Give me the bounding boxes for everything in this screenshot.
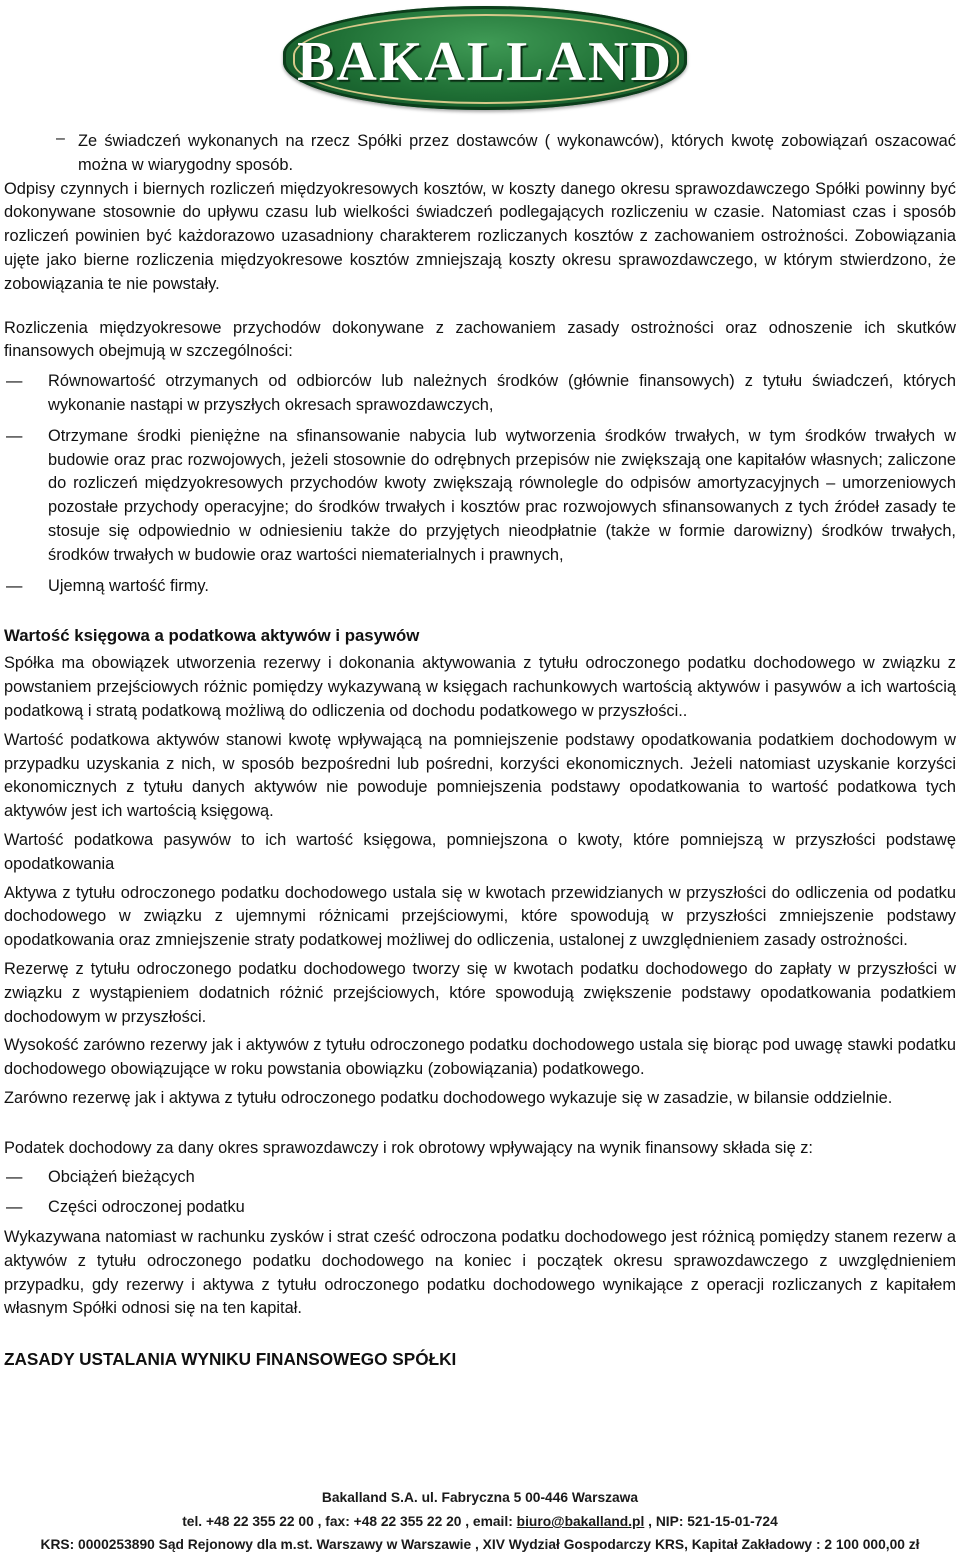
dash-bullet-icon: – (56, 130, 65, 147)
footer-contact (0, 1514, 960, 1529)
paragraph-podatek: Podatek dochodowy za dany okres sprawozdawczy i rok obrotowy wpływający na wynik finansowy składa się z: (4, 1138, 813, 1157)
list-item (4, 370, 956, 418)
dash-bullet-icon: — (6, 576, 23, 595)
tax-paragraph: Spółka ma obowiązek utworzenia rezerwy i dokonania aktywowania z tytułu odroczonego podatku dochodowego w związku z powstaniem przejściowych różnic pomiędzy wykazywaną w księgach rachunkowych wartością aktywów i pasywów a ich wartością podatkową i stratą podatkową możliwą do odliczenia od dochodu podatkowego w przyszłości.. (4, 654, 956, 720)
footer-email-link[interactable]: biuro@bakalland.pl (516, 1514, 645, 1529)
tax-items-list (4, 1166, 956, 1220)
intro-list-item (4, 130, 956, 178)
section-heading-tax: Wartość księgowa a podatkowa aktywów i pasywów (4, 626, 420, 646)
footer-registry: KRS: 0000253890 Sąd Rejonowy dla m.st. Warszawy w Warszawie , XIV Wydział Gospodarczy KRS, Kapitał Zakładowy : 2 100 000,00 zł (40, 1537, 920, 1552)
list-item-text: Obciążeń bieżących (48, 1168, 195, 1187)
revenue-items-list (4, 370, 956, 598)
list-item (4, 575, 956, 599)
intro-item-text: Ze świadczeń wykonanych na rzecz Spółki przez dostawców ( wykonawców), których kwotę zobowiązań oszacować można w wiarygodny sposób. (78, 132, 956, 174)
list-item-text: Ujemną wartość firmy. (48, 576, 209, 595)
tax-paragraph: Zarówno rezerwę jak i aktywa z tytułu odroczonego podatku dochodowego wykazuje się w zasadzie, w bilansie oddzielnie. (4, 1088, 893, 1107)
dash-bullet-icon: — (6, 1198, 23, 1217)
dash-bullet-icon: — (6, 426, 23, 445)
tax-paragraph: Aktywa z tytułu odroczonego podatku dochodowego ustala się w kwotach przewidzianych w przyszłości do odliczenia od podatku dochodowego w związku z ujemnymi różnicami przejściowymi, które spowodują w przyszłości zmniejszenie podstawy opodatkowania oraz zmniejszenie straty podatkowej możliwej do odliczenia, ustalonej z uwzględnieniem zasady ostrożności. (4, 883, 956, 950)
tax-paragraph: Wartość podatkowa aktywów stanowi kwotę wpływającą na pomniejszenie podstawy opodatkowania podatkiem dochodowym w przypadku uzyskania z nich, w sposób bezpośredni lub pośredni, korzyści ekonomicznych. Jeżeli natomiast uzyskanie korzyści ekonomicznych z tytułu danych aktywów nie powoduje pomniejszenia podstawy opodatkowania to wartość podatkowa tych aktywów jest ich wartością księgową. (4, 730, 956, 821)
dash-bullet-icon: — (6, 1168, 23, 1187)
dash-bullet-icon: — (6, 372, 23, 391)
footer-contact-prefix: tel. +48 22 355 22 00 , fax: +48 22 355 22 20 , email: (182, 1514, 517, 1529)
list-item (4, 425, 956, 568)
bakalland-logo (283, 6, 687, 116)
list-item (4, 1196, 956, 1220)
list-item-text: Równowartość otrzymanych od odbiorców lub należnych środków (głównie finansowych) z tytułu świadczeń, których wykonanie nastąpi w przyszłych okresach sprawozdawczych, (48, 372, 956, 414)
footer-contact-suffix: , NIP: 521-15-01-724 (644, 1514, 778, 1529)
tax-paragraph: Wartość podatkowa pasywów to ich wartość księgowa, pomniejszona o kwoty, które pomniejszą w przyszłości podstawę opodatkowania (4, 830, 956, 873)
paragraph-wykazywana: Wykazywana natomiast w rachunku zysków i strat cześć odroczona podatku dochodowego jest różnicą pomiędzy stanem rezerw a aktywów z tytułu odroczonego podatku dochodowego na koniec i początek okresu sprawozdawczego z uwzględnieniem przypadku, gdy rezerwy i aktywa z tytułu odroczonego podatku dochodowego wynikające z operacji rozliczanych z kapitałem własnym Spółki odnosi się na ten kapitał. (4, 1228, 956, 1318)
tax-paragraph: Rezerwę z tytułu odroczonego podatku dochodowego tworzy się w kwotach podatku dochodowego do zapłaty w przyszłości w związku z wystąpieniem dodatnich różnić przejściowych, które spowodują zwiększenie podstawy opodatkowania podatkiem dochodowym w przyszłości. (4, 959, 956, 1026)
logo-text: BAKALLAND (297, 31, 673, 93)
list-item-text: Otrzymane środki pieniężne na sfinansowanie nabycia lub wytworzenia środków trwałych, w tym środków trwałych w budowie oraz prac rozwojowych, jeżeli stosownie do odrębnych przepisów nie zwiększają one kapitałów własnych; zaliczone do rozliczeń międzyokresowych przychodów kwoty zwiększają równolegle do odpisów amortyzacyjnych – umorzeniowych pozostałe przychody operacyjne; do środków trwałych i kosztów prac rozwojowych sfinansowanych z tych źródeł zasady te stosuje się odpowiednio w odniesieniu także do przyjętych nieodpłatnie (także w formie darowizny) środków trwałych, środków trwałych w budowie oraz wartości niematerialnych i prawnych, (48, 426, 956, 564)
tax-paragraph: Wysokość zarówno rezerwy jak i aktywów z tytułu odroczonego podatku dochodowego ustala się biorąc pod uwagę stawki podatku dochodowego obowiązujące w roku powstania obowiązku (zobowiązania) podatkowego. (4, 1036, 956, 1079)
paragraph-odpisy: Odpisy czynnych i biernych rozliczeń międzyokresowych kosztów, w koszty danego okresu sprawozdawczego Spółki powinny być dokonywane stosownie do upływu czasu lub wielkości świadczeń podlegających rozliczeniu w czasie. Natomiast czas i sposób rozliczeń powinien być każdorazowo uzasadniony charakterem rozliczanych kosztów z zachowaniem ostrożności. Zobowiązania ujęte jako bierne rozliczenia międzyokresowe kosztów zmniejszają koszty okresu sprawozdawczego, w którym stwierdzono, że zobowiązania te nie powstały. (4, 179, 956, 293)
section-heading-zasady: ZASADY USTALANIA WYNIKU FINANSOWEGO SPÓŁKI (4, 1349, 457, 1370)
list-item-text: Części odroczonej podatku (48, 1198, 245, 1217)
list-item (4, 1166, 956, 1190)
paragraph-rozliczenia: Rozliczenia międzyokresowe przychodów dokonywane z zachowaniem zasady ostrożności oraz odnoszenie ich skutków finansowych obejmują w szczególności: (4, 318, 956, 361)
footer-address: Bakalland S.A. ul. Fabryczna 5 00-446 Warszawa (321, 1490, 639, 1505)
document-body (4, 130, 956, 1370)
